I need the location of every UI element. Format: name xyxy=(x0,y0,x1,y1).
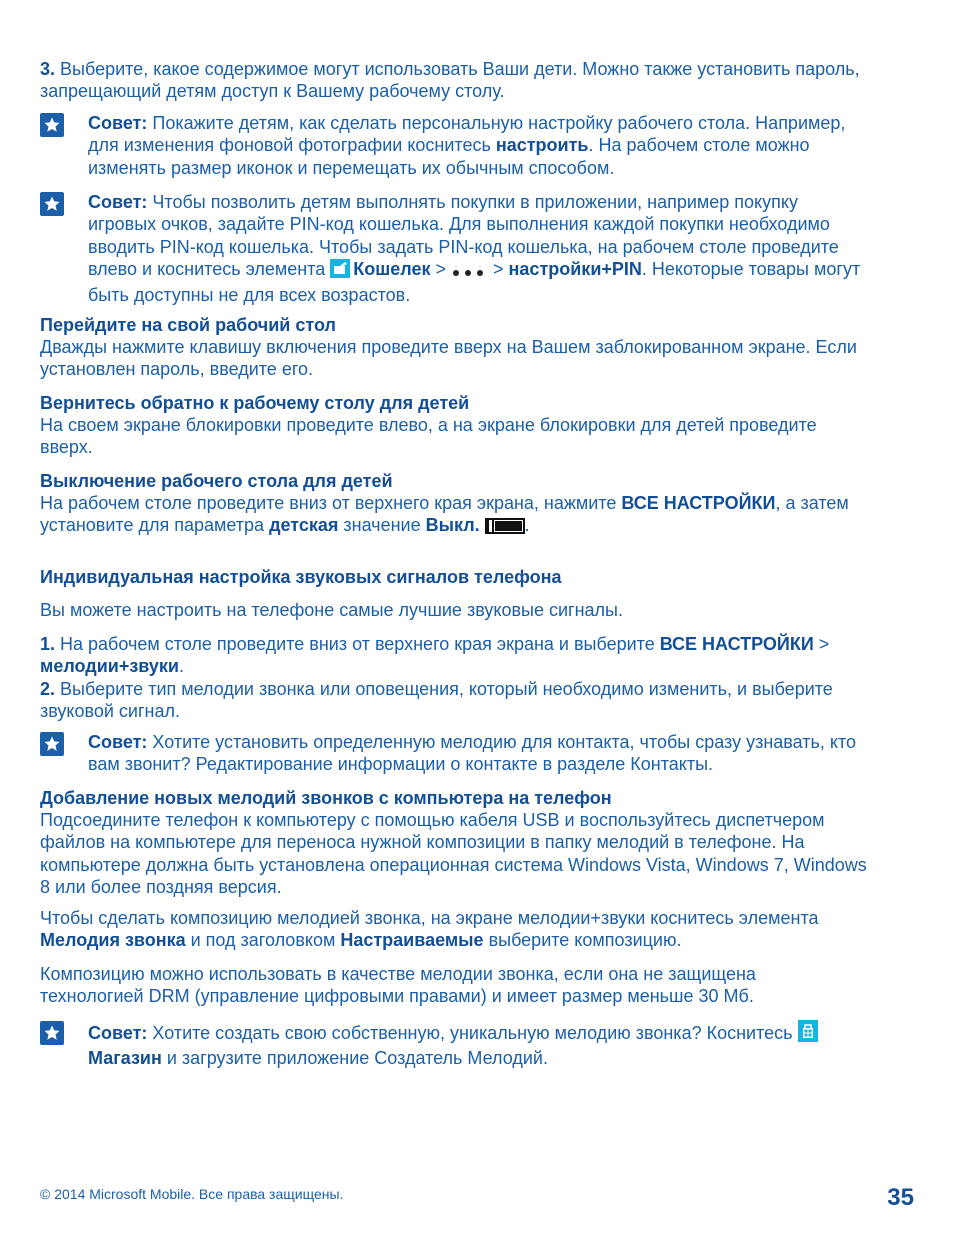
text: На рабочем столе проведите вниз от верхнего края экрана и выберите xyxy=(55,634,660,654)
text: Выключение рабочего стола для детей xyxy=(40,471,393,491)
wallet-icon xyxy=(330,259,350,283)
text: выберите композицию. xyxy=(483,930,682,951)
bold-text: Мелодия звонка xyxy=(40,930,186,951)
text-sounds-intro xyxy=(40,599,623,621)
bold-text: 1. xyxy=(40,634,56,654)
text: Вы можете настроить на телефоне самые лучшие звуковые сигналы. xyxy=(40,600,623,620)
bold-text: Совет: xyxy=(88,113,148,133)
text: Хотите создать свою собственную, уникальную мелодию звонка? Коснитесь xyxy=(147,1023,798,1043)
text: . xyxy=(179,656,185,677)
text: и под заголовком xyxy=(185,930,341,951)
store-icon xyxy=(798,1020,818,1047)
text: Хотите установить определенную мелодию для контакта, чтобы сразу узнавать, кто вам звонит? Редактирование информации о контакте в разделе Контакты. xyxy=(88,732,857,775)
footer-copyright: © 2014 Microsoft Mobile. Все права защищены. xyxy=(40,1186,344,1202)
heading-sounds xyxy=(40,566,561,588)
tip-contact-ringtone xyxy=(88,731,856,776)
text: Вернитесь обратно к рабочему столу для детей xyxy=(40,393,470,413)
bold-text: Настраиваемые xyxy=(340,930,484,951)
tip-personalize xyxy=(88,112,845,179)
tip-star-icon xyxy=(40,192,64,216)
sound-steps xyxy=(40,633,833,723)
heading-turn-off xyxy=(40,470,393,492)
bold-text: Магазин xyxy=(88,1048,162,1069)
text: Добавление новых мелодий звонков с компьютера на телефон xyxy=(40,788,612,808)
bold-text: ВСЕ НАСТРОЙКИ xyxy=(621,493,776,513)
text: Чтобы позволить детям выполнять покупки в приложении, например покупку игровых очков, задайте PIN-код кошелька. Для выполнения каждой покупки необходимо вводить PIN-код кошелька. Чтобы задать PIN-код кошелька, на рабочем столе проведите влево и коснитесь элемента xyxy=(88,192,839,280)
text: > xyxy=(488,259,509,280)
text-set-ringtone xyxy=(40,907,819,952)
text-add-ringtones xyxy=(40,809,867,899)
bold-text: ВСЕ НАСТРОЙКИ xyxy=(659,634,814,654)
step-3 xyxy=(40,58,860,103)
bold-text: настройки+PIN xyxy=(508,259,642,280)
more-dots-icon xyxy=(451,261,485,283)
bold-text: 2. xyxy=(40,678,56,699)
text: Подсоедините телефон к компьютеру с помощью кабеля USB и воспользуйтесь диспетчером файлов на компьютере для переноса нужной композиции в папку мелодий в телефоне. На компьютере должна быть установлена операционная система Windows Vista, Windows 7, Windows 8 или более поздняя версия. xyxy=(40,810,867,898)
text: Композицию можно использовать в качестве мелодии звонка, если она не защищена технологией DRM (управление цифровыми правами) и имеет размер меньше 30 Мб. xyxy=(40,964,756,1007)
bold-text: Совет: xyxy=(88,1023,148,1043)
text: Перейдите на свой рабочий стол xyxy=(40,315,336,335)
tip-ringtone-maker xyxy=(88,1020,821,1070)
bold-text: настроить xyxy=(495,135,589,156)
bold-text: Совет: xyxy=(88,732,148,752)
tip-wallet xyxy=(88,191,860,306)
text: . xyxy=(524,515,530,536)
text: > xyxy=(430,259,452,280)
heading-go-desktop xyxy=(40,314,336,336)
heading-add-ringtones xyxy=(40,787,612,809)
text: . Некоторые товары могут быть доступны не для всех возрастов. xyxy=(88,259,861,305)
text: Дважды нажмите клавишу включения проведите вверх на Вашем заблокированном экране. Если установлен пароль, введите его. xyxy=(40,337,857,380)
bold-text: детская xyxy=(269,515,339,536)
tip-star-icon xyxy=(40,1021,64,1045)
tip-star-icon xyxy=(40,113,64,137)
text-turn-off xyxy=(40,492,849,540)
bold-text: 3. xyxy=(40,59,56,79)
text-go-desktop xyxy=(40,336,857,381)
text: На рабочем столе проведите вниз от верхнего края экрана, нажмите xyxy=(40,493,622,513)
text: Чтобы сделать композицию мелодией звонка, на экране мелодии+звуки коснитесь элемента xyxy=(40,908,819,928)
text-drm xyxy=(40,963,756,1008)
text-back-kids xyxy=(40,414,817,459)
text: и загрузите приложение Создатель Мелодий. xyxy=(161,1048,548,1069)
text: Индивидуальная настройка звуковых сигналов телефона xyxy=(40,567,562,587)
text: значение xyxy=(338,515,426,536)
text: На своем экране блокировки проведите влево, а на экране блокировки для детей проведите вверх. xyxy=(40,415,817,458)
text: , а затем установите для параметра xyxy=(40,493,849,536)
bold-text: Выкл. xyxy=(425,515,480,536)
text: Выберите тип мелодии звонка или оповещения, который необходимо изменить, и выберите звуковой сигнал. xyxy=(40,678,833,722)
page-number: 35 xyxy=(887,1184,914,1211)
bold-text: Совет: xyxy=(88,192,148,212)
bold-text: Кошелек xyxy=(353,259,431,280)
heading-back-kids xyxy=(40,392,469,414)
tip-star-icon xyxy=(40,732,64,756)
text: Выберите, какое содержимое могут использовать Ваши дети. Можно также установить пароль, запрещающий детям доступ к Вашему рабочему столу. xyxy=(40,59,860,102)
text: Покажите детям, как сделать персональную настройку рабочего стола. Например, для изменения фоновой фотографии коснитесь xyxy=(88,113,846,156)
text: . На рабочем столе можно изменять размер иконок и перемещать их обычным способом. xyxy=(88,135,810,178)
toggle-off-icon xyxy=(485,517,525,539)
bold-text: мелодии+звуки xyxy=(40,656,179,677)
text: > xyxy=(818,634,830,654)
